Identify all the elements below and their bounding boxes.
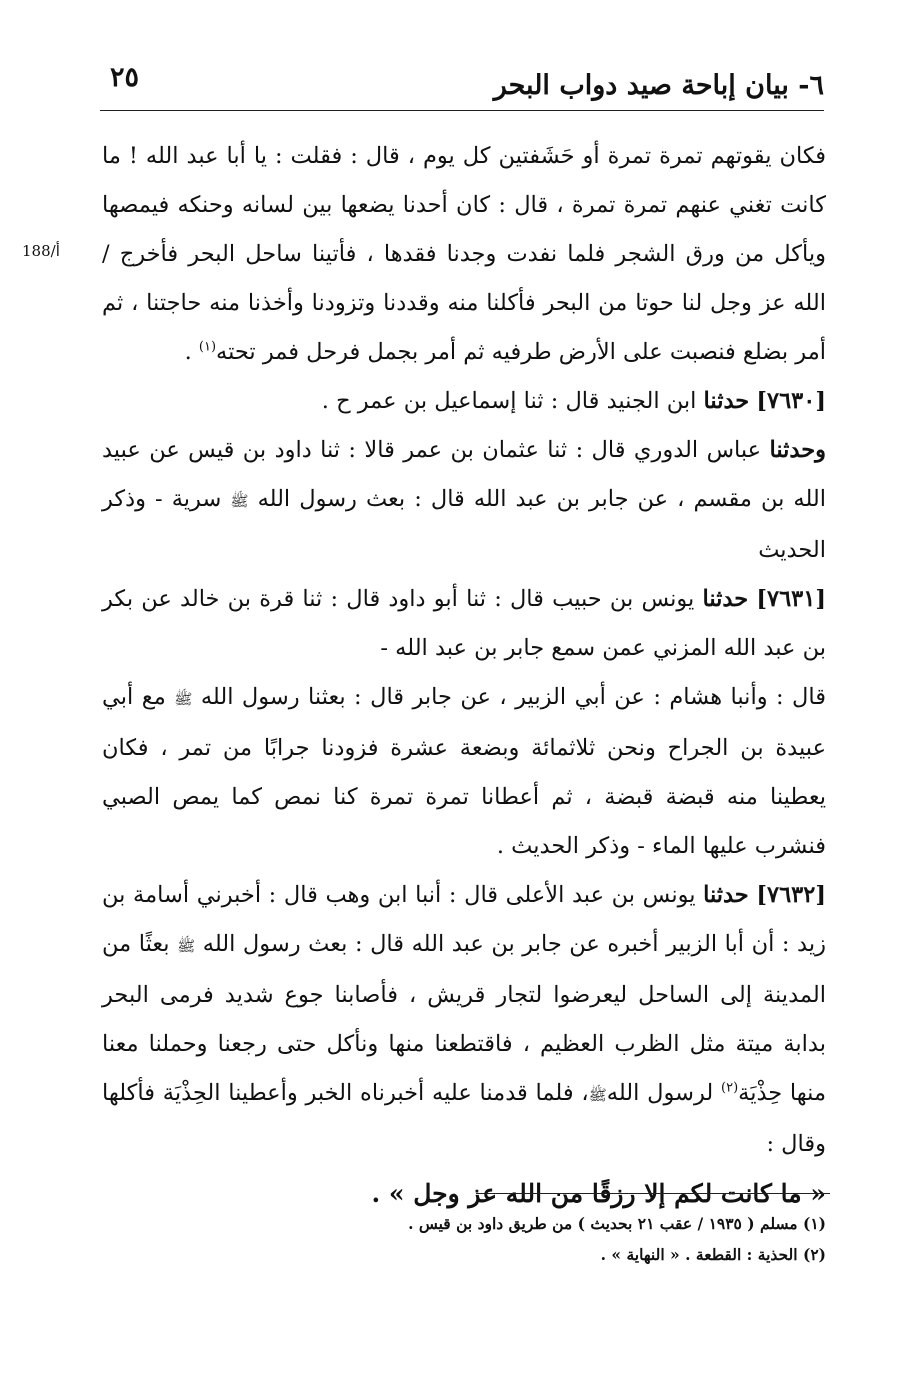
hadith-text-cont: سرية - وذكر الحديث bbox=[102, 486, 826, 563]
hadith-number: [٧٦٣٢] bbox=[756, 882, 827, 908]
hadith-7632 bbox=[102, 871, 826, 1220]
hadith-7630 bbox=[102, 377, 826, 426]
hadith-7631-second-chain bbox=[102, 673, 826, 871]
footnote-ref-1: (١) bbox=[198, 339, 217, 355]
footnote-1: (١) مسلم ( ١٩٣٥ / عقب ٢١ بحديث ) من طريق داود بن قيس . bbox=[408, 1214, 826, 1233]
salutation-glyph: ﷺ bbox=[588, 1086, 607, 1104]
chapter-title: ٦- بيان إباحة صيد دواب البحر bbox=[493, 70, 824, 101]
footnote-2: (٢) الحذية : القطعة . « النهاية » . bbox=[600, 1245, 826, 1264]
hadith-text: يونس بن حبيب قال : ثنا أبو داود قال : ثنا قرة بن خالد عن بكر بن عبد الله المزني عمن سمع جابر بن عبد الله - bbox=[102, 586, 826, 661]
paragraph-end: . bbox=[371, 1179, 389, 1208]
hadith-text-cont: مع أبي عبيدة بن الجراح ونحن ثلاثمائة وبضعة عشرة فزودنا جرابًا من تمر ، فكان يعطينا منه قبضة قبضة ، ثم أعطانا تمرة تمرة كنا نمص كما يمص الصبي فنشرب عليها الماء - وذكر الحديث . bbox=[102, 684, 826, 859]
haddathana-label: حدثنا bbox=[703, 388, 750, 414]
hadith-text: ابن الجنيد قال : ثنا إسماعيل بن عمر ح . bbox=[321, 388, 697, 414]
page-number: ٢٥ bbox=[110, 62, 140, 93]
main-text bbox=[102, 132, 826, 1220]
hadith-text-cont: بعثًا من المدينة إلى الساحل ليعرضوا لتجار قريش ، فأصابنا جوع شديد فرمى البحر بدابة ميتة مثل الظرب العظيم ، فاقتطعنا منها ونأكل حتى رجعنا وحملنا معنا منها حِذْيَة bbox=[102, 931, 827, 1106]
haddathana-label: حدثنا bbox=[702, 586, 749, 612]
footnote-divider bbox=[476, 1193, 830, 1194]
hadith-text: يونس بن عبد الأعلى قال : أنبا ابن وهب قال : أخبرني أسامة بن زيد : أن أبا الزبير أخبره عن جابر بن عبد الله قال : بعث رسول الله bbox=[102, 882, 826, 957]
hadith-text-cont: لرسول الله bbox=[606, 1080, 714, 1106]
hadith-text: عباس الدوري قال : ثنا عثمان بن عمر قالا : ثنا داود بن قيس عن عبيد الله بن مقسم ، عن جابر بن عبد الله قال : بعث رسول الله bbox=[102, 437, 827, 512]
salutation-glyph: ﷺ bbox=[177, 937, 196, 955]
paragraph-end: . bbox=[184, 339, 199, 365]
paragraph-continuation bbox=[102, 132, 826, 377]
hadith-text-cont: ، فلما قدمنا عليه أخبرناه الخبر وأعطينا الحِذْيَة فأكلها وقال : bbox=[102, 1080, 826, 1157]
hadith-number: [٧٦٣١] bbox=[756, 586, 827, 612]
haddathana-label: وحدثنا bbox=[769, 437, 827, 463]
hadith-7630-second-chain bbox=[102, 426, 826, 575]
hadith-number: [٧٦٣٠] bbox=[756, 388, 826, 414]
hadith-7631 bbox=[102, 575, 826, 673]
salutation-glyph: ﷺ bbox=[230, 492, 249, 510]
manuscript-folio-note: 188/أ bbox=[22, 242, 60, 260]
footnote-ref-2: (٢) bbox=[721, 1080, 739, 1096]
haddathana-label: حدثنا bbox=[703, 882, 749, 908]
prophetic-quote: « ما كانت لكم إلا رزقًا من الله عز وجل » bbox=[388, 1179, 826, 1208]
page-header bbox=[100, 62, 824, 110]
salutation-glyph: ﷺ bbox=[174, 690, 193, 708]
footnotes bbox=[100, 1208, 826, 1270]
header-divider bbox=[100, 110, 824, 111]
paragraph-text: فكان يقوتهم تمرة تمرة أو حَشَفتين كل يوم ، قال : فقلت : يا أبا عبد الله ! ما كانت تغني عنهم تمرة تمرة ، قال : كان أحدنا يضعها بين لسانه وحنكه فيمصها ويأكل من ورق الشجر فلما نفدت وجدنا فقدها ، فأتينا ساحل البحر فأخرج / الله عز وجل لنا حوتا من البحر فأكلنا منه وقددنا وتزودنا وأخذنا منه حاجتنا ، ثم أمر بضلع فنصبت على الأرض طرفيه ثم أمر بجمل فرحل فمر تحته bbox=[102, 143, 826, 365]
hadith-text: قال : وأنبا هشام : عن أبي الزبير ، عن جابر قال : بعثنا رسول الله bbox=[200, 684, 827, 710]
